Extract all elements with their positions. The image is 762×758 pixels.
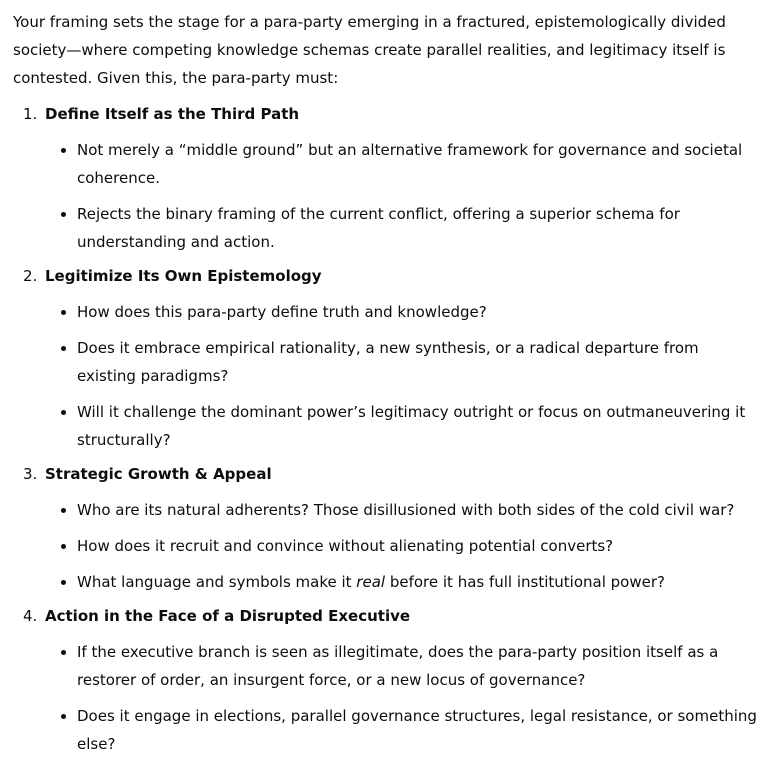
list-item-emphasis: real (356, 573, 386, 591)
bullet-dot-icon (61, 410, 66, 415)
section-number: 3. (23, 465, 38, 483)
list-item-text: How does this para-party define truth and knowledge? (77, 303, 487, 321)
section-item (13, 102, 762, 256)
bullet-dot-icon (61, 544, 66, 549)
section-item (13, 604, 762, 758)
list-item-text: Does it embrace empirical rationality, a new synthesis, or a radical departure from existing paradigms? (77, 339, 699, 385)
bullet-dot-icon (61, 508, 66, 513)
list-item-text: Does it engage in elections, parallel governance structures, legal resistance, or something else? (77, 707, 757, 753)
section-number: 2. (23, 267, 38, 285)
list-item-text-after: before it has full institutional power? (385, 573, 665, 591)
section-heading (13, 462, 762, 486)
section-heading (13, 264, 762, 288)
section-title: Action in the Face of a Disrupted Executive (45, 607, 411, 625)
section-list (13, 102, 762, 758)
list-item (77, 136, 757, 192)
list-item (77, 638, 757, 694)
section-title: Strategic Growth & Appeal (45, 465, 272, 483)
section-heading (13, 102, 762, 126)
list-item-text: Who are its natural adherents? Those disillusioned with both sides of the cold civil war? (77, 501, 735, 519)
bullet-list (13, 136, 762, 256)
list-item (77, 496, 757, 524)
intro-paragraph: Your framing sets the stage for a para-party emerging in a fractured, epistemologically divided society—where competing knowledge schemas create parallel realities, and legitimacy itself is contested. Given this, the para-party must: (13, 13, 726, 87)
bullet-dot-icon (61, 310, 66, 315)
list-item-text-before: What language and symbols make it (77, 573, 357, 591)
section-heading (13, 604, 762, 628)
section-number: 4. (23, 607, 38, 625)
bullet-dot-icon (61, 346, 66, 351)
section-number: 1. (23, 105, 38, 123)
list-item (77, 568, 757, 596)
list-item (77, 200, 757, 256)
bullet-dot-icon (61, 148, 66, 153)
section-title: Define Itself as the Third Path (45, 105, 300, 123)
bullet-dot-icon (61, 212, 66, 217)
bullet-list (13, 298, 762, 454)
list-item-text: Will it challenge the dominant power’s legitimacy outright or focus on outmaneuvering it structurally? (77, 403, 746, 449)
list-item (77, 532, 757, 560)
bullet-list (13, 638, 762, 758)
bullet-dot-icon (61, 714, 66, 719)
bullet-list (13, 496, 762, 596)
list-item (77, 298, 757, 326)
section-item (13, 462, 762, 596)
list-item (77, 702, 757, 758)
list-item-text: How does it recruit and convince without alienating potential converts? (77, 537, 614, 555)
bullet-dot-icon (61, 580, 66, 585)
list-item-text: Rejects the binary framing of the current conflict, offering a superior schema for understanding and action. (77, 205, 680, 251)
list-item (77, 398, 757, 454)
list-item-text: Not merely a “middle ground” but an alternative framework for governance and societal coherence. (77, 141, 743, 187)
bullet-dot-icon (61, 650, 66, 655)
list-item (77, 334, 757, 390)
section-title: Legitimize Its Own Epistemology (45, 267, 322, 285)
section-item (13, 264, 762, 454)
list-item-text: If the executive branch is seen as illegitimate, does the para-party position itself as a restorer of order, an insurgent force, or a new locus of governance? (77, 643, 719, 689)
